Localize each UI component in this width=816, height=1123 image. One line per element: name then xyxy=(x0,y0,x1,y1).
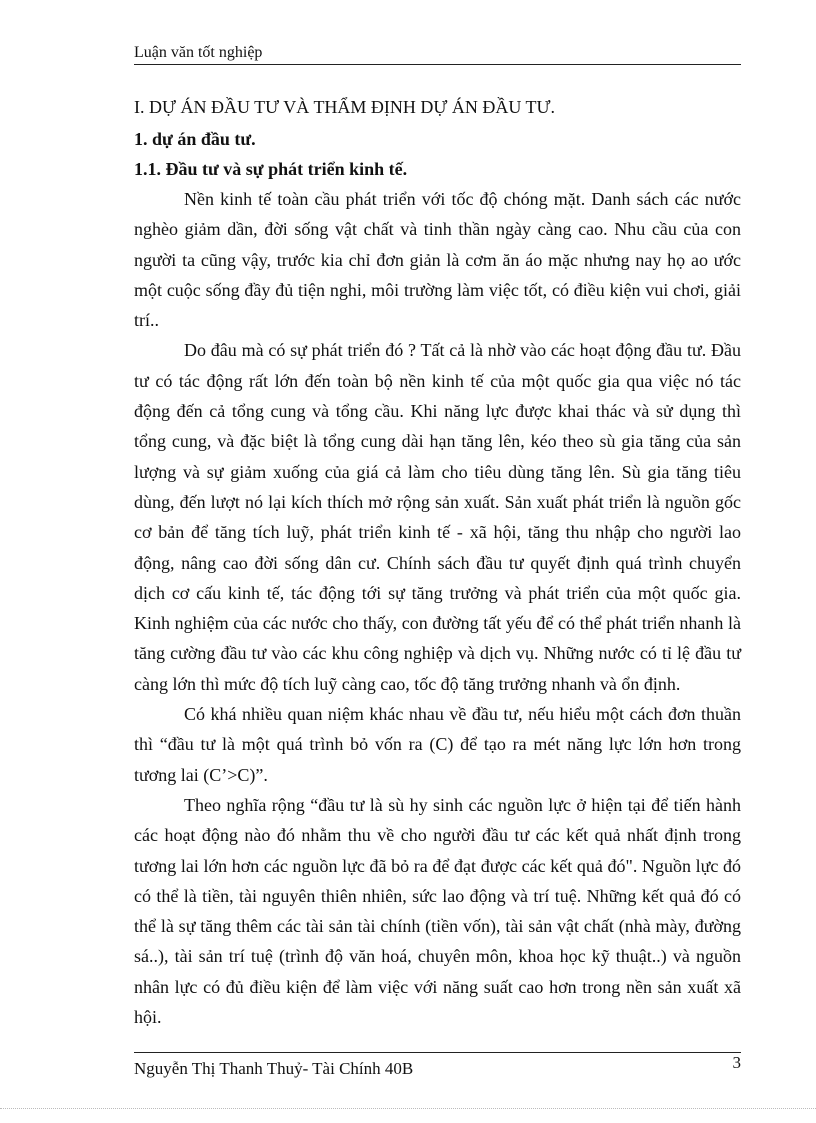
footer-author: Nguyễn Thị Thanh Thuỷ- Tài Chính 40B xyxy=(134,1059,414,1078)
paragraph: Theo nghĩa rộng “đầu tư là sù hy sinh các nguồn lực ở hiện tại để tiến hành các hoạt động nào đó nhằm thu về cho người đầu tư các kết quả nhất định trong tương lai lớn hơn các nguồn lực đã bỏ ra để đạt được các kết quả đó". Nguồn lực đó có thể là tiền, tài nguyên thiên nhiên, sức lao động và trí tuệ. Những kết quả đó có thể là sự tăng thêm các tài sản tài chính (tiền vốn), tài sản vật chất (nhà mày, đường sá..), tài sản trí tuệ (trình độ văn hoá, chuyên môn, khoa học kỹ thuật..) và nguồn nhân lực có đủ điều kiện để làm việc với năng suất cao hơn trong nền sản xuất xã hội. xyxy=(134,794,741,1028)
page-footer xyxy=(134,1052,741,1079)
subsection-heading: 1. dự án đầu tư. xyxy=(134,129,256,149)
paragraph: Có khá nhiều quan niệm khác nhau về đầu tư, nếu hiểu một cách đơn thuần thì “đầu tư là một quá trình bỏ vốn ra (C) để tạo ra mét năng lực lớn hơn trong tương lai (C’>C)”. xyxy=(134,704,741,785)
paragraph: Do đâu mà có sự phát triển đó ? Tất cả là nhờ vào các hoạt động đầu tư. Đầu tư có tác động rất lớn đến toàn bộ nền kinh tế của một quốc gia qua việc nó tác động đến cả tổng cung và tổng cầu. Khi năng lực được khai thác và sử dụng thì tổng cung, và đặc biệt là tổng cung dài hạn tăng lên, kéo theo sù gia tăng của sản lượng và sự giảm xuống của giá cả làm cho tiêu dùng tăng lên. Sù gia tăng tiêu dùng, đến lượt nó lại kích thích mở rộng sản xuất. Sản xuất phát triển là nguồn gốc cơ bản để tăng tích luỹ, phát triển kinh tế - xã hội, tăng thu nhập cho người lao động, nâng cao đời sống dân cư. Chính sách đầu tư quyết định quá trình chuyển dịch cơ cấu kinh tế, tác động tới sự tăng trưởng và phát triển của một quốc gia. Kinh nghiệm của các nước cho thấy, con đường tất yếu để có thể phát triển nhanh là tăng cường đầu tư vào các khu công nghiệp và dịch vụ. Những nước có tỉ lệ đầu tư càng lớn thì mức độ tích luỹ càng cao, tốc độ tăng trưởng nhanh và ổn định. xyxy=(134,340,741,694)
page-body xyxy=(134,92,741,1032)
section-title: I. DỰ ÁN ĐẦU TƯ VÀ THẨM ĐỊNH DỰ ÁN ĐẦU TƯ. xyxy=(134,97,556,117)
page-number: 3 xyxy=(732,1053,741,1072)
page-edge-divider xyxy=(0,1108,816,1109)
paragraph: Nền kinh tế toàn cầu phát triển với tốc độ chóng mặt. Danh sách các nước nghèo giảm dần, đời sống vật chất và tinh thần ngày càng cao. Nhu cầu của con người ta cũng vậy, trước kia chỉ đơn giản là cơm ăn áo mặc nhưng nay họ ao ước một cuộc sống đầy đủ tiện nghi, môi trường làm việc tốt, có điều kiện vui chơi, giải trí.. xyxy=(134,189,741,331)
page-header xyxy=(134,44,741,65)
subsubsection-heading: 1.1. Đầu tư và sự phát triển kinh tế. xyxy=(134,159,408,179)
header-text: Luận văn tốt nghiệp xyxy=(134,44,263,61)
